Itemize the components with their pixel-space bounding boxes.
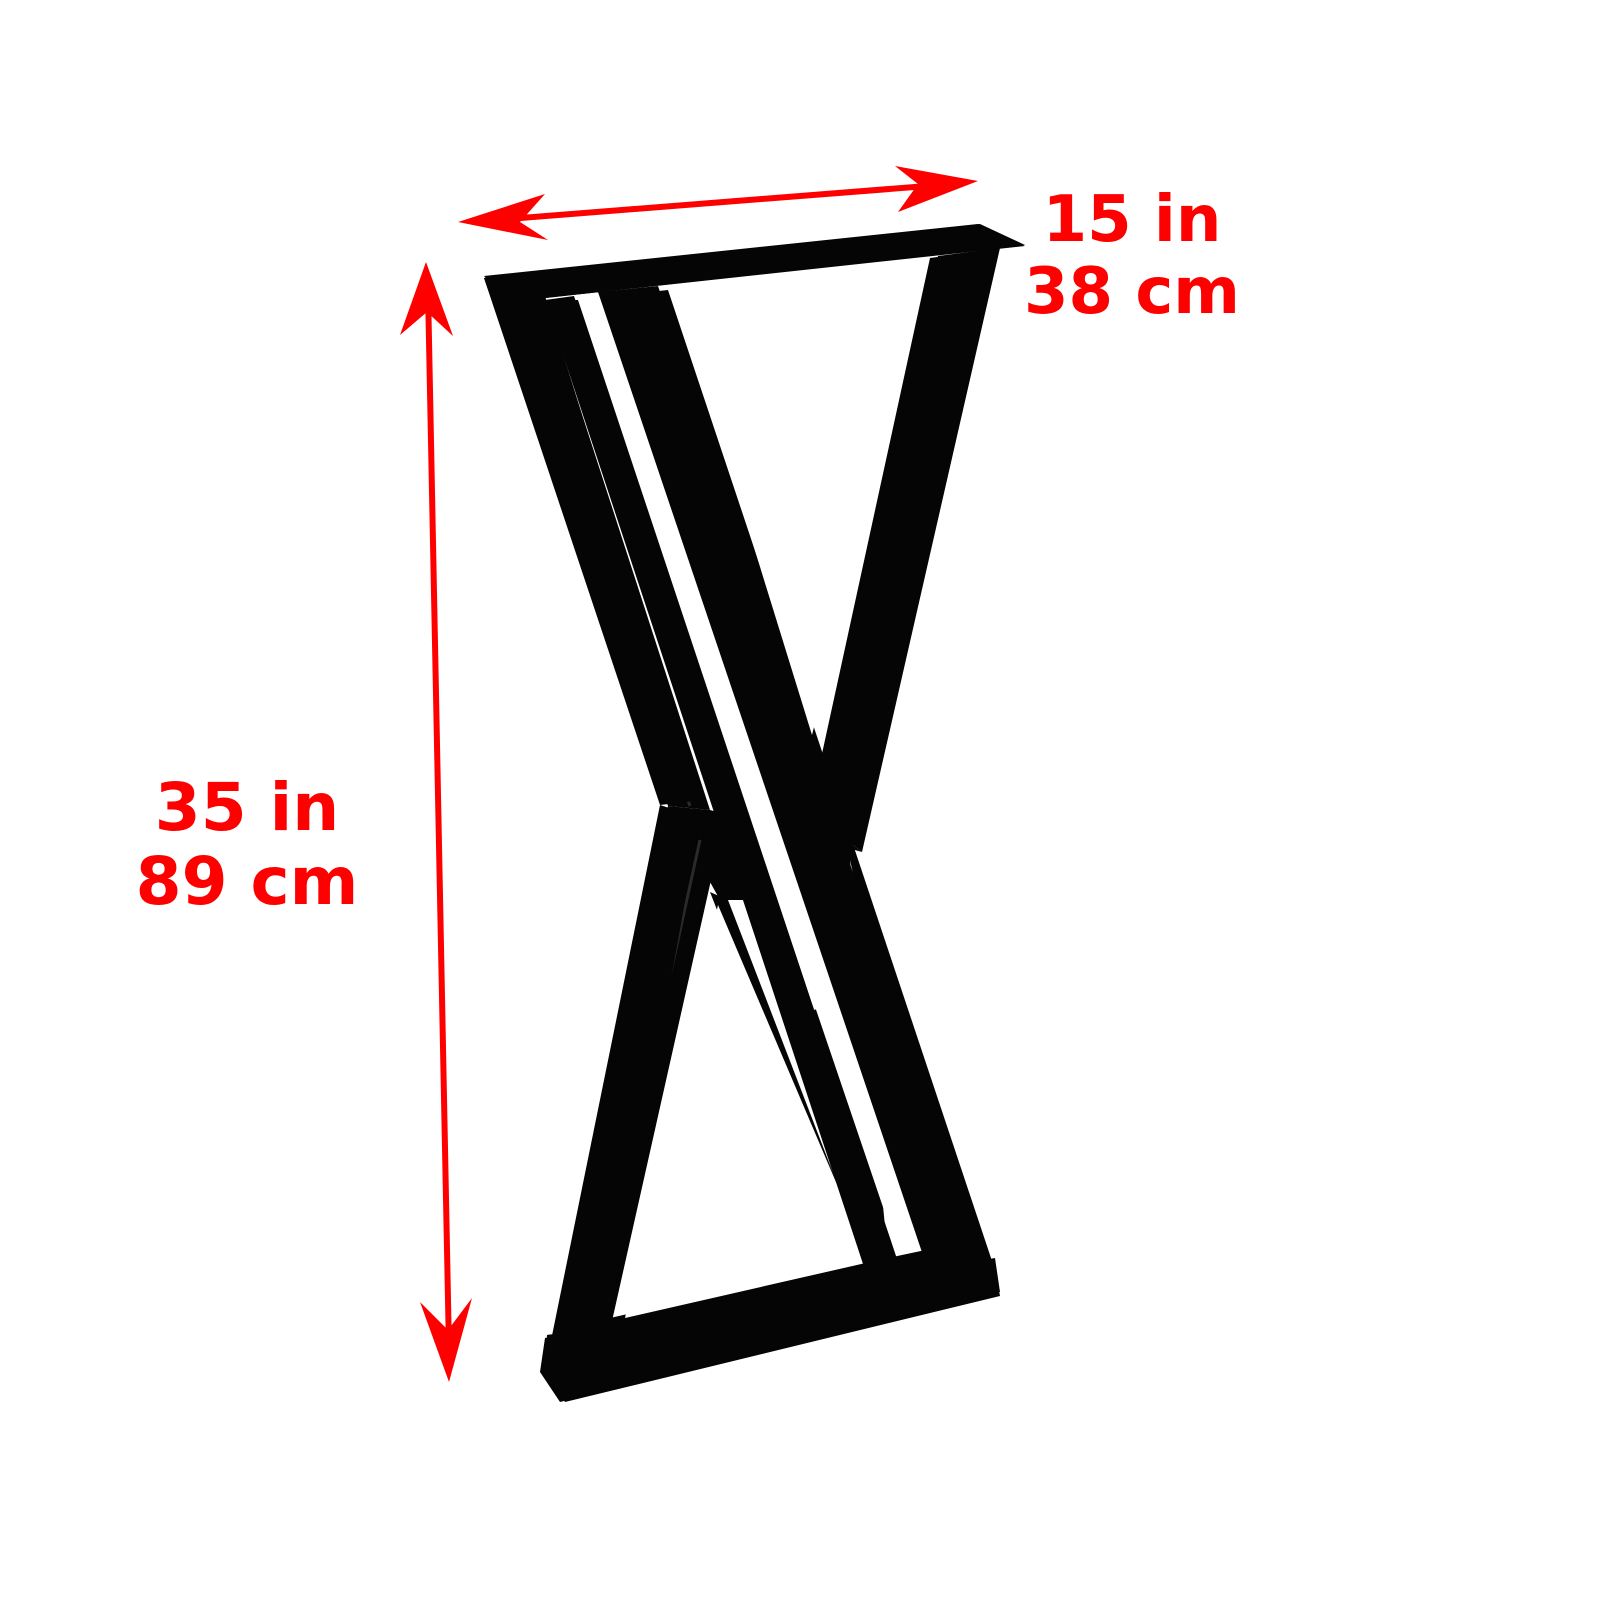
width-dimension-label bbox=[1022, 183, 1242, 329]
height-metric: 89 cm bbox=[135, 843, 359, 920]
double-arrow-horizontal-icon bbox=[458, 166, 978, 240]
height-imperial: 35 in bbox=[154, 769, 340, 846]
double-arrow-vertical-icon bbox=[400, 262, 472, 1382]
width-metric: 38 cm bbox=[1024, 255, 1240, 329]
height-dimension-label bbox=[122, 769, 372, 920]
width-imperial: 15 in bbox=[1042, 183, 1222, 257]
